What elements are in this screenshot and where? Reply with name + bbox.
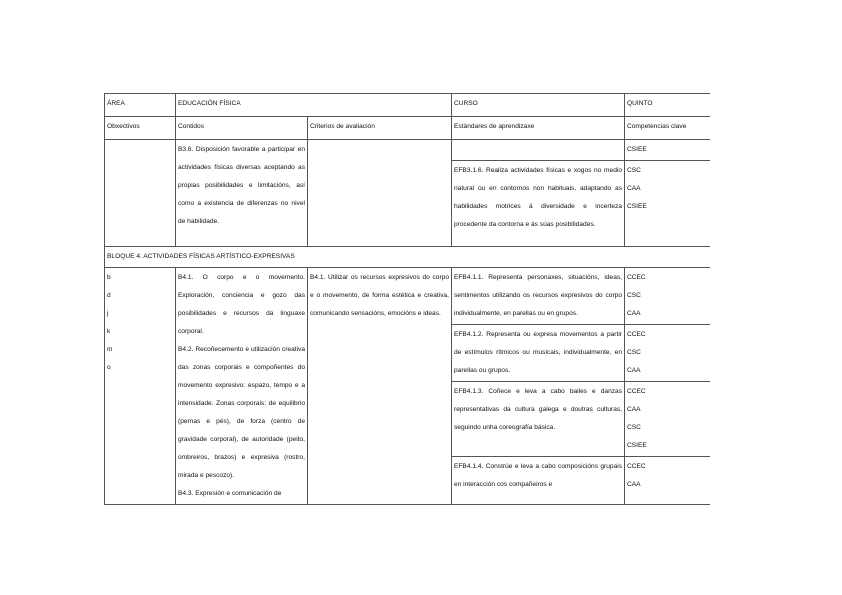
header-row	[105, 94, 711, 117]
col-standards-header: Estándares de aprendizaxe	[452, 117, 625, 140]
b4-comp-3-3: CSIEE	[627, 442, 647, 449]
b4-contents-3: B4.3. Expresión e comunicación de	[178, 490, 282, 497]
b4-objective-2: j	[107, 310, 109, 317]
b4-comp-2-1: CSC	[627, 349, 641, 356]
b4-standard-4: EFB4.1.4. Constrúe e leva a cabo composicións grupais en interacción cos compañeiros e	[452, 457, 625, 505]
b4-objective-4: m	[107, 346, 113, 353]
b3-standard-empty-cell	[452, 140, 625, 161]
col-contents-header: Contidos	[176, 117, 308, 140]
b3-comp-2-0: CSC	[627, 167, 641, 174]
col-competences-header: Competencias clave	[625, 117, 711, 140]
column-header-row	[105, 117, 711, 140]
b4-standard-1: EFB4.1.1. Representa personaxes, situacións, ideas, sentimentos utilizando os recursos expresivos do corpo individualmente, en parellas ou en grupos.	[452, 268, 625, 325]
b4-standard-3: EFB4.1.3. Coñece e leva a cabo bailes e danzas representativas da cultura galega e doutras culturas, seguindo unha coreografía básica.	[452, 382, 625, 457]
b3-comp-2-2: CSIEE	[627, 203, 647, 210]
area-label: ÁREA	[105, 94, 176, 117]
b4-contents-cell	[176, 268, 308, 505]
col-objectives-header: Obxectivos	[105, 117, 176, 140]
b3-contents-cell: B3.6. Disposición favorable a participar en actividades físicas diversas aceptando as propias posibilidades e limitacións, así como a existencia de diferenzas no nivel de habilidade.	[176, 140, 308, 247]
b3-comp-2-cell	[625, 161, 711, 247]
b4-comp-4-0: CCEC	[627, 463, 646, 470]
block3-row-a	[105, 140, 711, 161]
block4-title-row	[105, 247, 711, 268]
curriculum-table	[104, 93, 710, 505]
b4-criteria-cell: B4.1. Utilizar os recursos expresivos do corpo e o movemento, de forma estética e creativa, comunicando sensacións, emocións e ideas.	[308, 268, 452, 505]
b4-comp-1-1: CSC	[627, 292, 641, 299]
b4-comp-1-2: CAA	[627, 310, 641, 317]
b3-standard-cell: EFB3.1.6. Realiza actividades físicas e xogos no medio natural ou en contornos non habituais, adaptando as habilidades motrices á diversidade e incerteza procedente da contorna e ás súas posibilidades.	[452, 161, 625, 247]
b4-comp-3-1: CAA	[627, 406, 641, 413]
b4-objective-3: k	[107, 328, 111, 335]
b3-comp-1-cell: CSIEE	[625, 140, 711, 161]
b4-comps-4	[625, 457, 711, 505]
b4-comp-3-2: CSC	[627, 424, 641, 431]
b3-objectives-cell	[105, 140, 176, 247]
b3-criteria-cell	[308, 140, 452, 247]
b4-contents-2: B4.2. Recoñecemento e utilización creativa das zonas corporais e compoñentes do movemento expresivo: espazo, tempo e a intensidade. Zonas corporais: de equilibrio (pernas e pés), de forza (centro de gravidade corporal), de autoridade (peito, ombreiros, brazos) e expresiva (rostro, mirada e pescozo).	[178, 346, 305, 479]
b4-comp-2-2: CAA	[627, 367, 641, 374]
block4-title: BLOQUE 4. ACTIVIDADES FÍSICAS ARTÍSTICO-EXPRESIVAS	[105, 247, 711, 268]
b4-comp-4-1: CAA	[627, 481, 641, 488]
b4-objective-0: b	[107, 274, 111, 281]
b4-comp-3-0: CCEC	[627, 388, 646, 395]
b4-objective-5: o	[107, 364, 111, 371]
b4-objectives-cell	[105, 268, 176, 505]
course-label: CURSO	[452, 94, 625, 117]
b4-comps-3	[625, 382, 711, 457]
course-value: QUINTO	[625, 94, 711, 117]
b4-comp-1-0: CCEC	[627, 274, 646, 281]
b4-objective-1: d	[107, 292, 111, 299]
area-value: EDUCACIÓN FÍSICA	[176, 94, 452, 117]
b4-comps-1	[625, 268, 711, 325]
col-criteria-header: Criterios de avaliación	[308, 117, 452, 140]
b3-comp-2-1: CAA	[627, 185, 641, 192]
b4-comp-2-0: CCEC	[627, 331, 646, 338]
b4-contents-1: B4.1. O corpo e o movemento. Exploración, conciencia e gozo das posibilidades e recursos da linguaxe corporal.	[178, 274, 305, 335]
b4-comps-2	[625, 325, 711, 382]
b4-standard-2: EFB4.1.2. Representa ou expresa movementos a partir de estímulos rítmicos ou musicais, individualmente, en parellas ou grupos.	[452, 325, 625, 382]
block4-row-1	[105, 268, 711, 325]
curriculum-table-frame	[104, 93, 710, 510]
